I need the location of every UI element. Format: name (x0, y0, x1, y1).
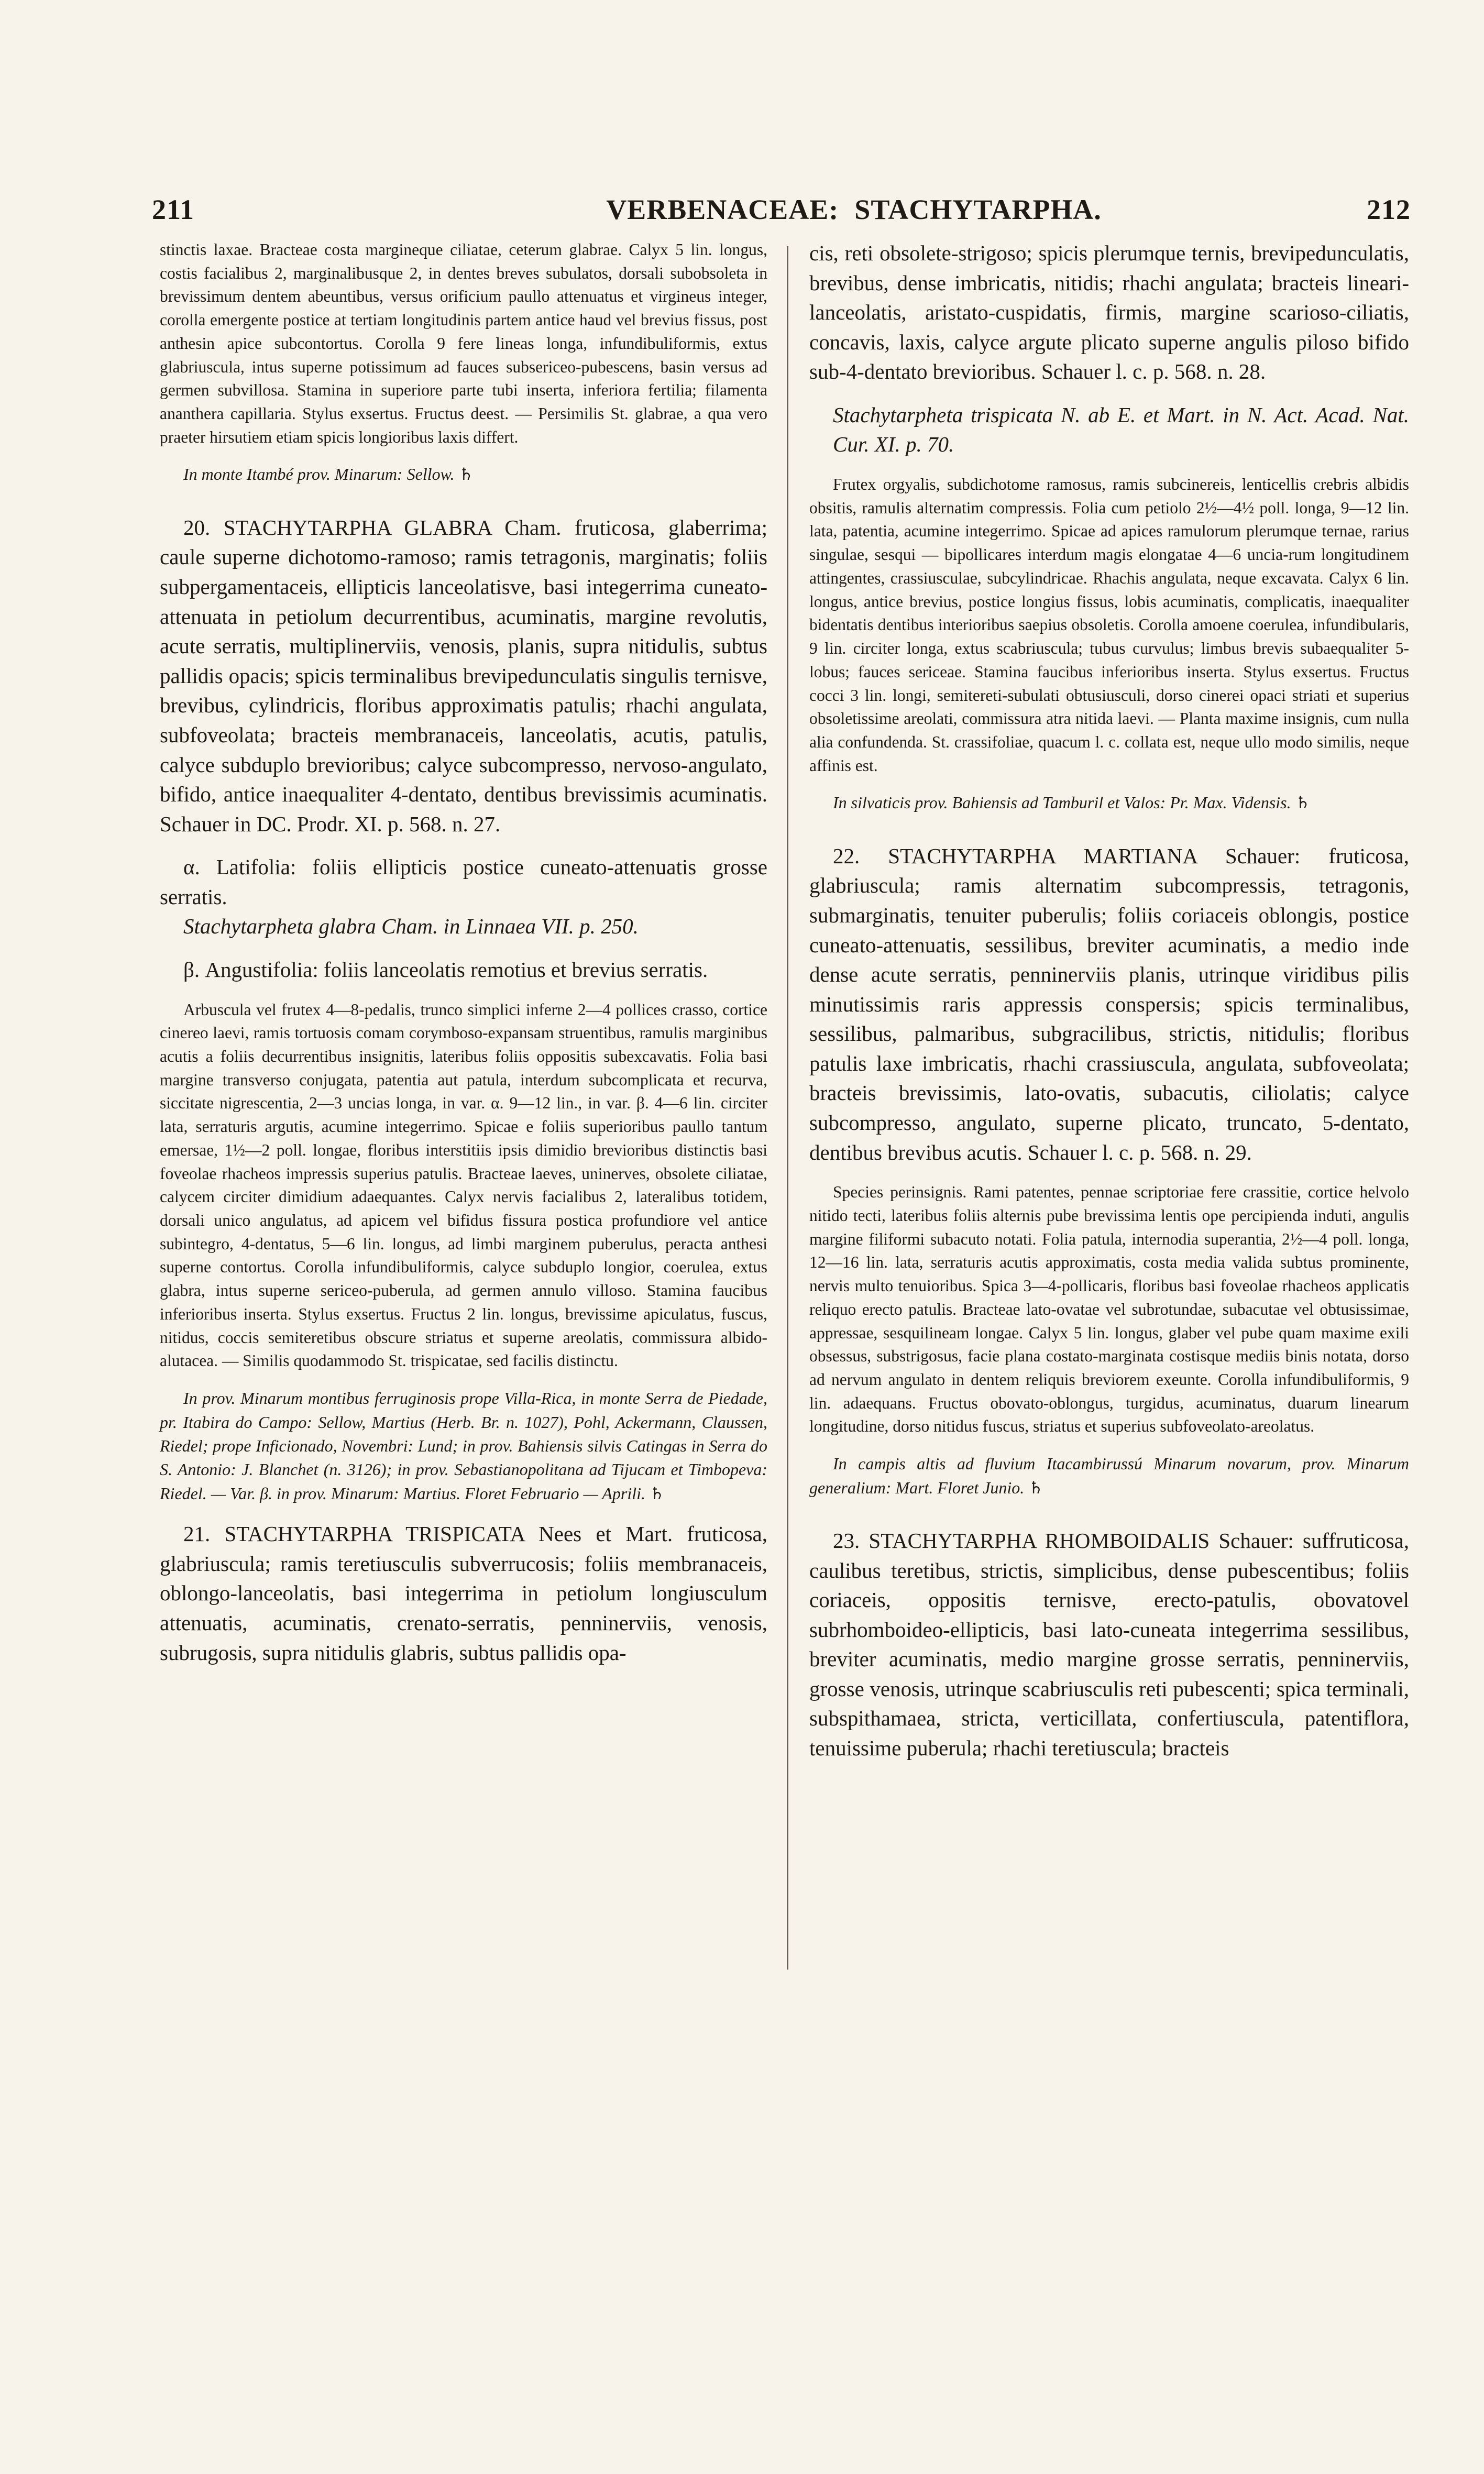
description-continued: stinctis laxae. Bracteae costa margineque ciliatae, ceterum glabrae. Calyx 5 lin. longus, costis facialibus 2, marginalibusque 2, in dentes breves subulatos, dorsali subobsoleta in brevissimum dentem abeuntibus, versus orificium paullo attenuatus et virgineus integer, corolla emergente postice at tertiam longitudinis partem antice haud vel brevius fissus, post anthesin apice subcontortus. Corolla 9 fere lineas longa, infundibuliformis, extus glabriuscula, intus superne potissimum ad fauces subsericeo-pubescens, basin versus ad germen subvillosa. Stamina in superiore parte tubi inserta, inferiora fertilia; filamenta ananthera capillaria. Stylus exsertus. Fructus deest. — Persimilis St. glabrae, a qua vero praeter hirsutiem etiam spicis longioribus laxis differt. (160, 240, 767, 446)
right-column (809, 238, 1409, 1763)
locality-19: In monte Itambé prov. Minarum: Sellow. ♄ (183, 465, 474, 484)
page-number-right: 212 (1367, 194, 1411, 225)
running-title (606, 193, 1102, 226)
variety-alpha-citation: Stachytarpheta glabra Cham. in Linnaea VII. p. 250. (183, 914, 639, 939)
column-rule (787, 246, 788, 1970)
running-title-family: VERBENACEAE: (606, 194, 839, 225)
species-22-diagnosis: 22. STACHYTARPHA MARTIANA Schauer: fruticosa, glabriuscula; ramis alternatim subcompressis, tetragonis, submarginatis, tenuiter puberulis; foliis coriaceis oblongis, postice cuneato-attenuatis, sessilibus, breviter acuminatis, a medio inde dense acute serratis, penninerviis planis, utrinque viridibus pilis minutissimis raris appressis conspersis; spicis terminalibus, sessilibus, palmaribus, subgracilibus, strictis, nitidulis; floribus patulis laxe imbricatis, rhachi crassiuscula, angulata, subfoveolata; bracteis brevissimis, lato-ovatis, subacutis, ciliolatis; calyce subcompresso, angulato, superne plicato, truncato, 5-dentato, dentibus brevibus acutis. Schauer l. c. p. 568. n. 29. (809, 843, 1409, 1164)
running-title-genus: STACHYTARPHA. (854, 194, 1102, 225)
left-column (160, 238, 767, 1667)
species-20-diagnosis: 20. STACHYTARPHA GLABRA Cham. fruticosa, glaberrima; caule superne dichotomo-ramoso; ramis tetragonis, marginatis; foliis subpergamentaceis, ellipticis lanceolatisve, basi integerrima cuneato-attenuata in petiolum decurrentibus, acuminatis, margine revolutis, acute serratis, multiplinerviis, venosis, planis, supra nitidulis, subtus pallidis opacis; spicis terminalibus brevipedunculatis singulis ternisve, brevibus, cylindricis, floribus approximatis patulis; rhachi angulata, subfoveolata; bracteis membranaceis, lanceolatis, acutis, patulis, calyce subduplo brevioribus; calyce subcompresso, nervoso-angulato, bifido, antice inaequaliter 4-dentato, dentibus brevissimis acuminatis. Schauer in DC. Prodr. XI. p. 568. n. 27. (160, 515, 767, 836)
species-20-description: Arbuscula vel frutex 4—8-pedalis, trunco simplici inferne 2—4 pollices crasso, cortice cinereo laevi, ramis tortuosis comam corymboso-expansam struentibus, ramulis marginibus acutis a foliis decurrentibus insignitis, lateribus foliis oppositis subexcavatis. Folia basi margine transverso conjugata, patentia aut patula, interdum subcomplicata et recurva, siccitate nigrescentia, 2—3 uncias longa, in var. α. 9—12 lin., in var. β. 4—6 lin. circiter lata, serraturis argutis, acumine integerrimo. Spicae e foliis superioribus paullo tantum emersae, 1½—2 poll. longae, floribus interstitiis ipsis dimidio brevioribus distinctis basi foveolae rhacheos impressis superius patulis. Bracteae laeves, uninerves, obsolete ciliatae, calycem circiter dimidium adaequantes. Calyx nervis facialibus 2, lateralibus totidem, dorsali unico angulatus, ad apicem vel bifidus fissura postica profundiore vel antice subintegro, 4-dentatus, 5—6 lin. longus, ad limbi marginem puberulus, peracta anthesi superne contortus. Corolla infundibuliformis, calyce subduplo longior, coerulea, extus glabra, intus superne sericeo-puberula, ad germen annulo villoso. Stamina faucibus inferioribus inserta. Stylus exsertus. Fructus 2 lin. longus, brevissime apiculatus, fuscus, nitidus, coccis semiteretibus obscure striatus et superne areolatis, commissura albido-alutacea. — Similis quodammodo St. trispicatae, sed facilis distinctu. (160, 1000, 767, 1370)
species-23-diagnosis: 23. STACHYTARPHA RHOMBOIDALIS Schauer: suffruticosa, caulibus teretibus, strictis, simplicibus, dense pubescentibus; foliis coriaceis, oppositis ternisve, erecto-patulis, obovatovel subrhomboideo-ellipticis, basi lato-cuneata integerrima sessilibus, breviter acuminatis, medio margine grosse serratis, penninerviis, grosse venosis, utrinque scabriusculis reti pubescenti; spica terminali, subspithamaea, stricta, verticillata, confertiuscula, patentiflora, tenuissime puberula; rhachi teretiuscula; bracteis (809, 1528, 1409, 1761)
species-21-diagnosis-continued: cis, reti obsolete-strigoso; spicis plerumque ternis, brevipedunculatis, brevibus, dense imbricatis, nitidis; rhachi angulata; bracteis lineari-lanceolatis, aristato-cuspidatis, firmis, margine scarioso-ciliatis, concavis, laxis, calyce argute plicato superne angulis piloso bifido sub-4-dentato brevioribus. Schauer l. c. p. 568. n. 28. (809, 241, 1409, 384)
species-22-description: Species perinsignis. Rami patentes, pennae scriptoriae fere crassitie, cortice helvolo nitido tecti, lateribus foliis alternis pube brevissima lentis ope percipienda induti, angulis margine filiformi subacuto notati. Folia patula, internodia superantia, 2½—4 poll. longa, 12—16 lin. lata, serraturis acutis approximatis, costa media valida subtus prominente, nervis multo tenuioribus. Spica 3—4-pollicaris, floribus basi foveolae rhacheos applicatis reliquo erecto patulis. Bracteae lato-ovatae vel subrotundae, subacutae vel obtusissimae, appressae, sesquilineam longae. Calyx 5 lin. longus, glaber vel pube quam maxime exili obsessus, substrigosus, facie plana costato-marginata costisque mediis binis notata, dorso ad nervum angulato in dentem reliquis breviorem exeunte. Corolla infundibuliformis, 9 lin. adaequans. Fructus obovato-oblongus, turgidus, acuminatus, duarum linearum longitudine, dorso nitidus fuscus, striatus et superius subfoveolato-areolatus. (809, 1183, 1409, 1436)
species-21-diagnosis: 21. STACHYTARPHA TRISPICATA Nees et Mart. fruticosa, glabriuscula; ramis teretiusculis subverrucosis; foliis membranaceis, oblongo-lanceolatis, basi integerrima in petiolum longiusculum attenuatis, acuminatis, crenato-serratis, penninerviis, venosis, subrugosis, supra nitidulis glabris, subtus pallidis opa- (160, 1522, 767, 1665)
locality-20: In prov. Minarum montibus ferruginosis prope Villa-Rica, in monte Serra de Piedade, pr. Itabira do Campo: Sellow, Martius (Herb. Br. n. 1027), Pohl, Ackermann, Claussen, Riedel; prope Inficionado, Novembri: Lund; in prov. Bahiensis silvis Catingas in Serra do S. Antonio: J. Blanchet (n. 3126); in prov. Sebastianopolitana ad Tijucam et Timbopeva: Riedel. — Var. β. in prov. Minarum: Martius. Floret Februario — Aprili. ♄ (160, 1389, 767, 1503)
variety-beta: β. Angustifolia: foliis lanceolatis remotius et brevius serratis. (183, 958, 708, 982)
species-21-citation: Stachytarpheta trispicata N. ab E. et Mart. in N. Act. Acad. Nat. Cur. XI. p. 70. (833, 402, 1409, 457)
page-number-left: 211 (152, 194, 195, 225)
locality-21: In silvaticis prov. Bahiensis ad Tamburil et Valos: Pr. Max. Vidensis. ♄ (833, 793, 1311, 812)
locality-22: In campis altis ad fluvium Itacambirussú Minarum novarum, prov. Minarum generalium: Mart. Floret Junio. ♄ (809, 1454, 1409, 1497)
variety-alpha: α. Latifolia: foliis ellipticis postice cuneato-attenuatis grosse serratis. (160, 855, 767, 909)
species-21-description: Frutex orgyalis, subdichotome ramosus, ramis subcinereis, lenticellis crebris albidis obsitis, ramulis alternatim compressis. Folia cum petiolo 2½—4½ poll. longa, 9—12 lin. lata, patentia, acumine integerrimo. Spicae ad apices ramulorum plerumque ternae, rarius singulae, sesqui — bipollicares interdum magis elongatae 4—6 uncia-rum longitudinem attingentes, crassiusculae, subcylindricae. Rhachis angulata, neque excavata. Calyx 6 lin. longus, antice brevius, postice longius fissus, lobis acuminatis, complicatis, inaequaliter bidentatis dentibus interioribus saepius obsoletis. Corolla amoene coerulea, infundibularis, 9 lin. circiter longa, extus scabriuscula; tubus curvulus; limbus brevis subaequaliter 5-lobus; fauces sericeae. Stamina faucibus inferioribus inserta. Stylus exsertus. Fructus cocci 3 lin. longi, semitereti-subulati obtusiusculi, dorso cinerei opaci striati et superius obsoletissime areolati, commissura atra nitida laevi. — Planta maxime insignis, cum nulla alia confundenda. St. crassifoliae, quacum l. c. collata est, neque ullo modo similis, neque affinis est. (809, 475, 1409, 775)
running-head (152, 189, 1411, 230)
